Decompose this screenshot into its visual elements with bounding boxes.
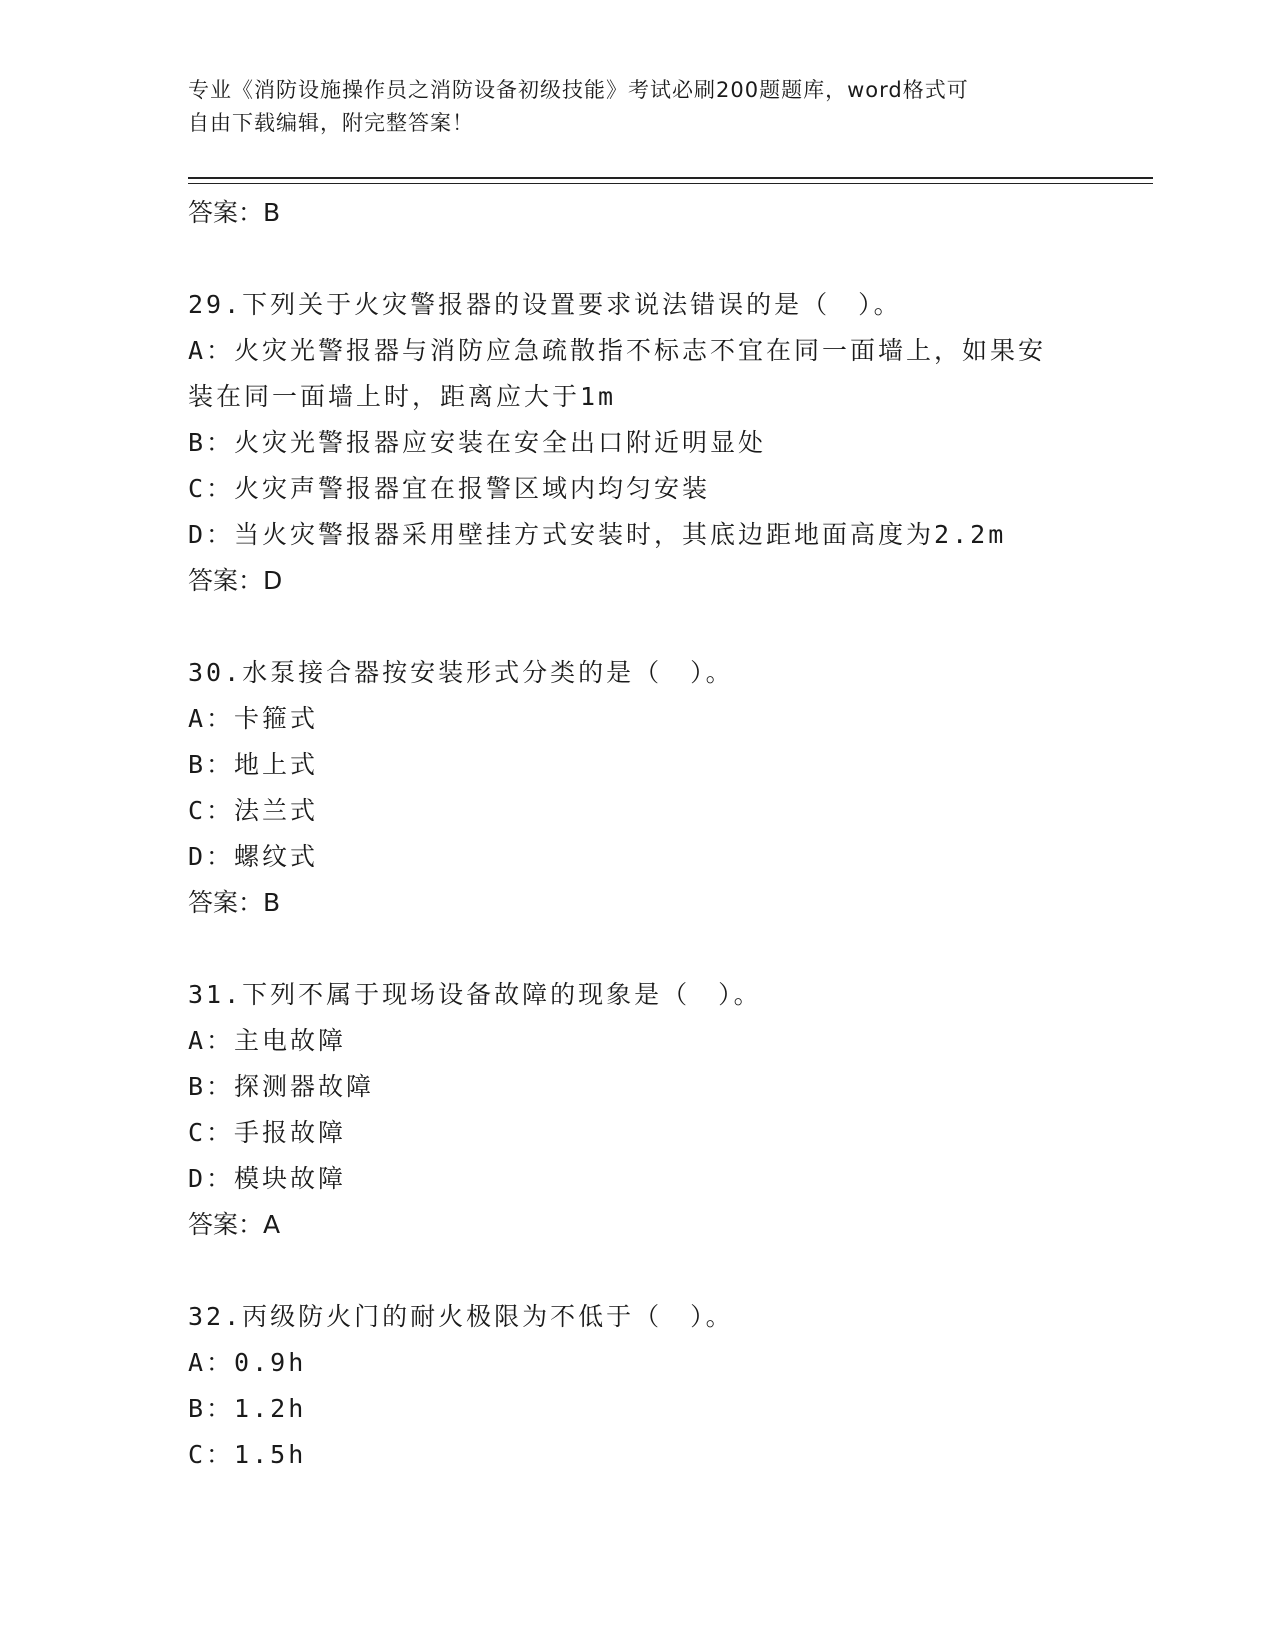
option-d: D：螺纹式	[188, 842, 319, 871]
answer-31: 答案：A	[188, 1210, 281, 1239]
option-a: A：火灾光警报器与消防应急疏散指不标志不宜在同一面墙上，如果安	[188, 336, 1047, 365]
answer-28: 答案：B	[188, 198, 281, 227]
question-stem: 29.下列关于火灾警报器的设置要求说法错误的是（ ）。	[188, 290, 902, 319]
header-line-2: 自由下载编辑，附完整答案！	[188, 111, 474, 135]
header-line-1: 专业《消防设施操作员之消防设备初级技能》考试必刷200题题库，word格式可	[188, 78, 969, 102]
option-b: B：地上式	[188, 750, 319, 779]
question-30	[188, 650, 1108, 926]
question-stem: 31.下列不属于现场设备故障的现象是（ ）。	[188, 980, 762, 1009]
option-c: C：手报故障	[188, 1118, 347, 1147]
option-b: B：探测器故障	[188, 1072, 375, 1101]
question-stem: 32.丙级防火门的耐火极限为不低于（ ）。	[188, 1302, 734, 1331]
answer-29: 答案：D	[188, 566, 283, 595]
option-c: C：1.5h	[188, 1440, 307, 1469]
document-body	[188, 190, 1108, 1478]
option-a: A：卡箍式	[188, 704, 319, 733]
spacer	[188, 604, 1108, 650]
question-29	[188, 282, 1108, 604]
page-header	[188, 74, 1088, 140]
spacer	[188, 1248, 1108, 1294]
answer-30: 答案：B	[188, 888, 281, 917]
spacer	[188, 236, 1108, 282]
option-c: C：火灾声警报器宜在报警区域内均匀安装	[188, 474, 711, 503]
option-c: C：法兰式	[188, 796, 319, 825]
spacer	[188, 926, 1108, 972]
option-a-continued: 装在同一面墙上时，距离应大于1m	[188, 382, 617, 411]
option-b: B：火灾光警报器应安装在安全出口附近明显处	[188, 428, 767, 457]
option-d: D：当火灾警报器采用壁挂方式安装时，其底边距地面高度为2.2m	[188, 520, 1007, 549]
question-31	[188, 972, 1108, 1248]
question-stem: 30.水泵接合器按安装形式分类的是（ ）。	[188, 658, 734, 687]
option-a: A：主电故障	[188, 1026, 347, 1055]
header-rule	[188, 177, 1153, 184]
option-b: B：1.2h	[188, 1394, 307, 1423]
option-d: D：模块故障	[188, 1164, 347, 1193]
option-a: A：0.9h	[188, 1348, 307, 1377]
question-32	[188, 1294, 1108, 1478]
